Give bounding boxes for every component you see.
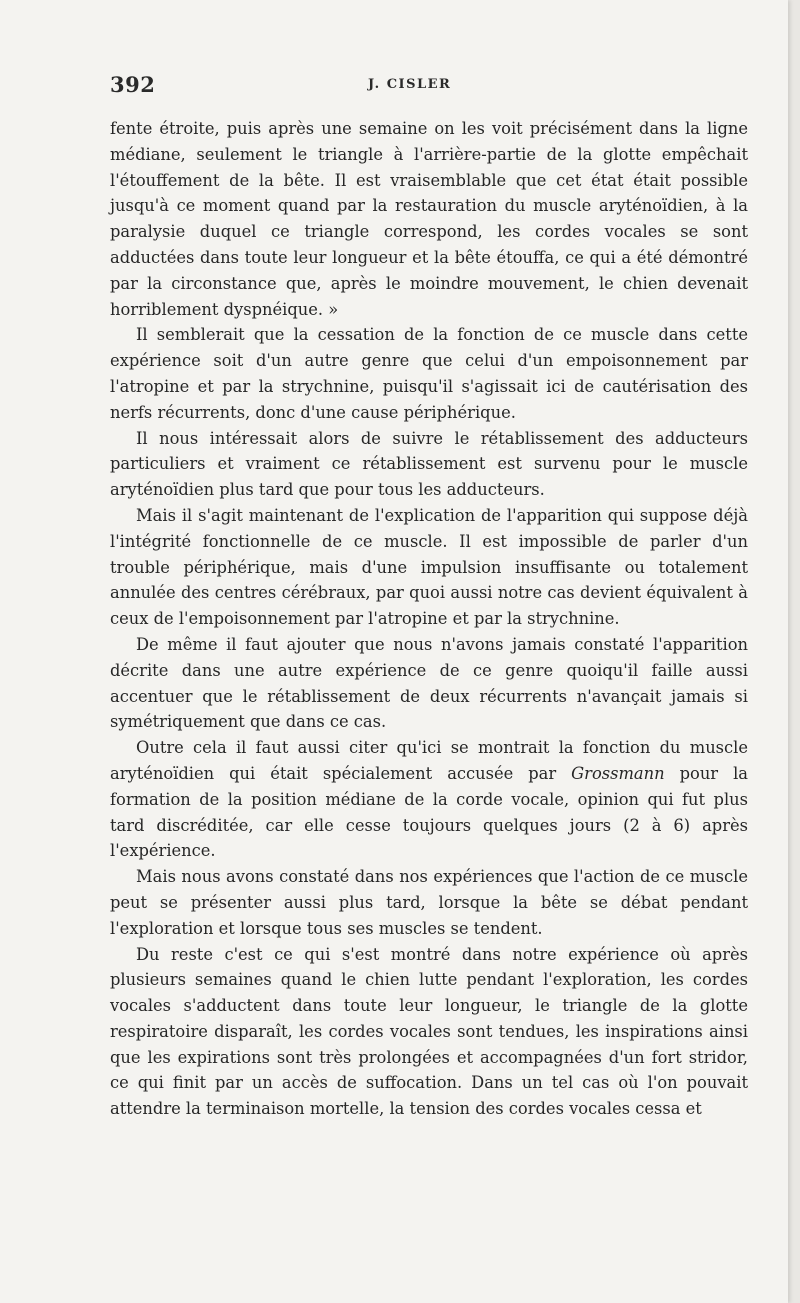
paragraph-2: Il semblerait que la cessation de la fonction de ce muscle dans cette expérience soit d'un autre genre que celui d'un empoisonnement par l'atropine et par la strychnine, puisqu'il s'agissait ici de cautérisation des nerfs récurrents, donc d'une cause périphérique. bbox=[110, 325, 748, 422]
paragraph-8: Du reste c'est ce qui s'est montré dans notre expérience où après plusieurs semaines quand le chien lutte pendant l'exploration, les cordes vocales s'adductent dans toute leur longueur, le triangle de la glotte respiratoire disparaît, les cordes vocales sont tendues, les inspirations ainsi que les expirations sont très prolongées et accompagnées d'un fort stridor, ce qui finit par un accès de suffocation. Dans un tel cas où l'on pouvait attendre la terminaison mortelle, la tension des cordes vocales cessa et bbox=[110, 944, 748, 1119]
body-text bbox=[110, 116, 748, 1122]
cited-author: Grossmann bbox=[571, 763, 665, 783]
running-head-author: J. CISLER bbox=[368, 77, 452, 92]
paragraph-6-part-2: pour la formation de la position médiane de la corde vocale, opinion qui fut plus tard discréditée, car elle cesse toujours quelques jours (2 à 6) après l'expérience. bbox=[110, 763, 748, 861]
page-number: 392 bbox=[110, 72, 156, 97]
paragraph-4: Mais il s'agit maintenant de l'explication de l'apparition qui suppose déjà l'intégrité fonctionnelle de ce muscle. Il est impossible de parler d'un trouble périphérique, mais d'une impulsion insuffisante ou totalement annulée des centres cérébraux, par quoi aussi notre cas devient équivalent à ceux de l'empoisonnement par l'atropine et par la strychnine. bbox=[110, 505, 748, 629]
paragraph-5: De même il faut ajouter que nous n'avons jamais constaté l'apparition décrite dans une autre expérience de ce genre quoiqu'il faille aussi accentuer que le rétablissement de deux récurrents n'avançait jamais si symétriquement que dans ce cas. bbox=[110, 634, 748, 732]
paragraph-3: Il nous intéressait alors de suivre le rétablissement des adducteurs particuliers et vraiment ce rétablissement est survenu pour le muscle aryténoïdien plus tard que pour tous les adducteurs. bbox=[110, 428, 748, 500]
paragraph-6 bbox=[110, 735, 748, 864]
page-header bbox=[110, 72, 750, 102]
paragraph-6-part-1: Outre cela il faut aussi citer qu'ici se montrait la fonction du muscle aryténoïdien qui était spécialement accusée par bbox=[110, 738, 748, 783]
paragraph-1: fente étroite, puis après une semaine on les voit précisément dans la ligne médiane, seulement le triangle à l'arrière-partie de la glotte empêchait l'étouffement de la bête. Il est vraisemblable que cet état était possible jusqu'à ce moment quand par la restauration du muscle aryténoïdien, à la paralysie duquel ce triangle correspond, les cordes vocales se sont adductées dans toute leur longueur et la bête étouffa, ce qui a été démontré par la circonstance que, après le moindre mouvement, le chien devenait horriblement dyspnéique. » bbox=[110, 119, 748, 319]
paragraph-7: Mais nous avons constaté dans nos expériences que l'action de ce muscle peut se présenter aussi plus tard, lorsque la bête se débat pendant l'exploration et lorsque tous ses muscles se tendent. bbox=[110, 867, 748, 938]
